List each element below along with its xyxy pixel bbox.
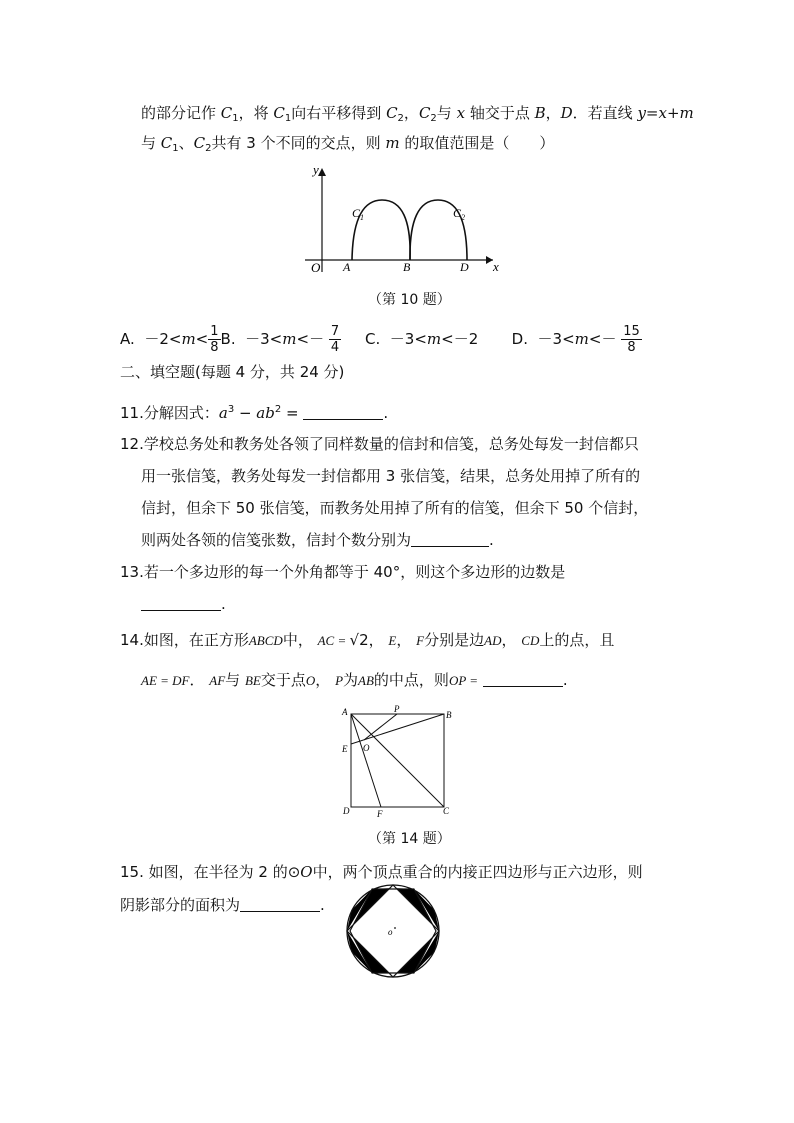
curve-c2-label: $C_2$ [453, 206, 466, 222]
sq-c-label: C [443, 806, 450, 816]
q12-line-2: 用一张信笺，教务处每发一封信都用 3 张信笺，结果，总务处用掉了所有的 [141, 467, 641, 485]
choice-a[interactable]: A. －2<m< $\frac{1}{8}$ [120, 324, 219, 355]
q15-line-2: 阴影部分的面积为 . [120, 896, 325, 914]
q14-answer-blank[interactable] [483, 671, 563, 687]
q15-answer-blank[interactable] [240, 896, 320, 912]
q10-line-1: 的部分记作 $C_1$，将 $C_1$向右平移得到 $C_2$，$C_2$与 x 轴交于点 B，D．若直线 y=x+m [141, 104, 694, 124]
sq-f-label: F [377, 809, 383, 819]
q12-line-1: 12.学校总务处和教务处各领了同样数量的信封和信笺，总务处每发一封信都只 [120, 435, 639, 453]
section-heading: 二、填空题(每题 4 分，共 24 分) [120, 363, 345, 381]
axis-y-label: y [313, 162, 319, 177]
q15-figure [340, 878, 446, 984]
q13-answer-blank[interactable] [141, 595, 221, 611]
q11-answer-blank[interactable] [303, 404, 383, 420]
point-d-label: D [460, 260, 469, 274]
q11: 11.分解因式：$a^3 - ab^2$ = . [120, 404, 389, 422]
sq-b-label: B [446, 710, 452, 720]
choice-b[interactable]: B. －3<m<－ $\frac{7}{4}$ [220, 324, 340, 355]
circle-center-label: o [388, 927, 393, 937]
q10-figure [300, 160, 505, 278]
q10-line-2: 与 $C_1$、$C_2$共有 3 个不同的交点，则 m 的取值范围是（ ） [141, 134, 555, 154]
choice-d[interactable]: D. －3<m<－ $\frac{15}{8}$ [511, 324, 640, 355]
q13-line-1: 13.若一个多边形的每一个外角都等于 40°，则这个多边形的边数是 [120, 563, 566, 581]
q10-caption: （第 10 题） [368, 292, 451, 308]
curve-c1-label: $C_1$ [352, 206, 365, 222]
choice-c[interactable]: C. －3<m<－2 [364, 330, 479, 348]
q14-figure [336, 702, 462, 824]
point-a-label: A [343, 260, 351, 274]
point-b-label: B [403, 260, 411, 274]
origin-label: O [311, 260, 321, 275]
axis-x-label: x [493, 259, 499, 274]
q14-line-1: 14.如图，在正方形ABCD中， AC = √2， E， F分别是边AD， CD上的点，且 [120, 631, 615, 649]
q12-line-4: 则两处各领的信笺张数，信封个数分别为 . [141, 531, 494, 549]
sq-a-label: A [342, 707, 348, 717]
sq-p-label: P [394, 704, 400, 714]
q14-line-2: AE = DF． AF与 BE交于点O， P为AB的中点，则OP = . [141, 671, 568, 689]
q15-line-1: 15. 如图，在半径为 2 的⊙O中，两个顶点重合的内接正四边形与正六边形，则 [120, 863, 643, 881]
q13-line-2: . [141, 594, 226, 614]
q14-caption: （第 14 题） [368, 831, 451, 847]
sq-o-label: O [363, 743, 370, 753]
sq-d-label: D [343, 806, 350, 816]
sq-e-label: E [342, 744, 348, 754]
q12-line-3: 信封，但余下 50 张信笺，而教务处用掉了所有的信笺，但余下 50 个信封， [141, 499, 649, 517]
q10-choices [120, 322, 642, 356]
q12-answer-blank[interactable] [411, 531, 489, 547]
